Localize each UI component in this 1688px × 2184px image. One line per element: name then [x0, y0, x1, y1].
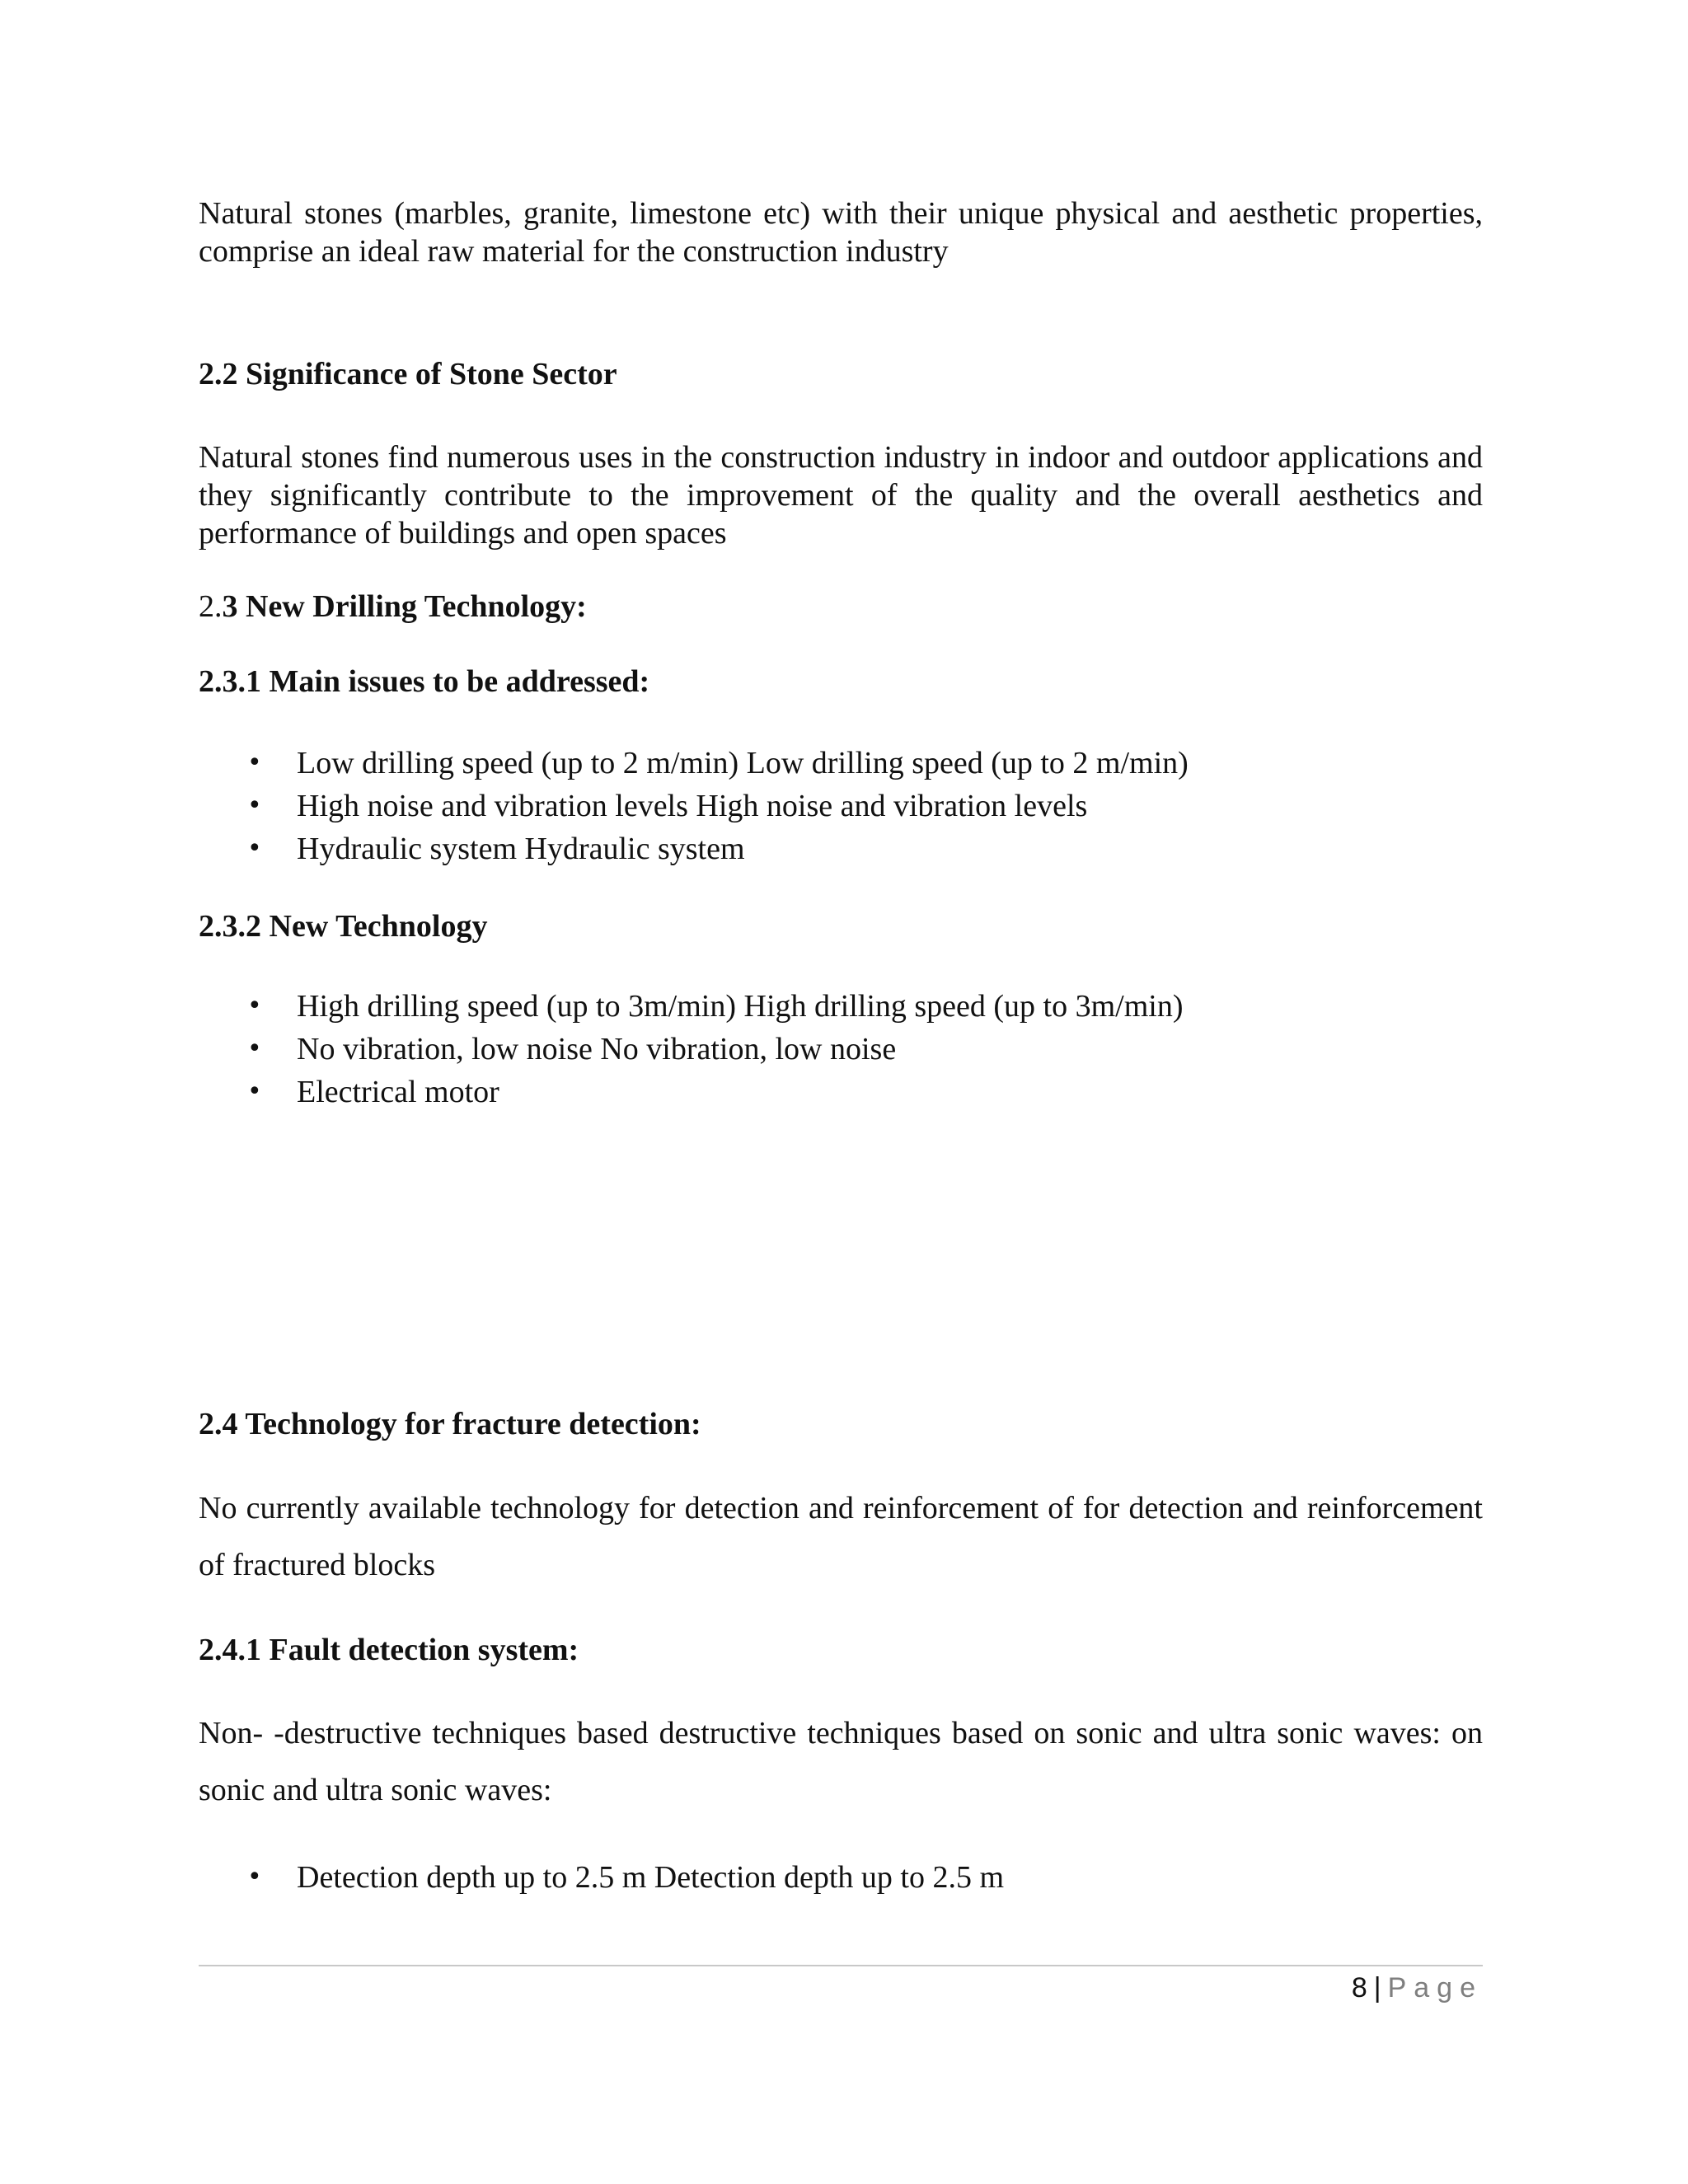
- footer-separator: |: [1373, 1972, 1381, 2004]
- list-item-text: No vibration, low noise No vibration, low noise: [297, 1032, 897, 1066]
- section-heading-2-3: [199, 588, 1483, 626]
- page-label: Page: [1387, 1972, 1483, 2004]
- section-2-2-paragraph: Natural stones find numerous uses in the construction industry in indoor and outdoor applications and they significantly contribute to the improvement of the quality and the overall aesthetics and performance of buildings and open spaces: [199, 440, 1483, 551]
- list-item: [199, 827, 1483, 870]
- list-item: [199, 785, 1483, 827]
- section-2-4-1-paragraph: Non- -destructive techniques based destructive techniques based on sonic and ultra sonic waves: on sonic and ultra sonic waves:: [199, 1716, 1483, 1807]
- section-heading-2-4: 2.4 Technology for fracture detection:: [199, 1407, 701, 1441]
- section-heading-2-2: 2.2 Significance of Stone Sector: [199, 357, 617, 391]
- footer-divider: [199, 1965, 1483, 1966]
- bullet-icon: •: [247, 834, 262, 863]
- section-2-4-paragraph: No currently available technology for detection and reinforcement of for detection and reinforcement of fractured blocks: [199, 1491, 1483, 1582]
- list-item-text: High noise and vibration levels High noise and vibration levels: [297, 789, 1088, 823]
- list-item: [199, 1856, 1483, 1899]
- list-item-text: Low drilling speed (up to 2 m/min) Low drilling speed (up to 2 m/min): [297, 746, 1189, 780]
- list-item: [199, 1071, 1483, 1113]
- list-item-text: Hydraulic system Hydraulic system: [297, 832, 745, 866]
- bullet-icon: •: [247, 991, 262, 1020]
- page-number: 8: [1351, 1972, 1367, 2004]
- list-item-text: Electrical motor: [297, 1075, 499, 1109]
- bullet-icon: •: [247, 1863, 262, 1891]
- section-heading-2-3-1: 2.3.1 Main issues to be addressed:: [199, 664, 650, 699]
- page-footer: [199, 1970, 1483, 2006]
- intro-paragraph: Natural stones (marbles, granite, limestone etc) with their unique physical and aesthetic properties, comprise an ideal raw material for the construction industry: [199, 196, 1483, 269]
- issues-list: [199, 742, 1483, 870]
- list-item-text: Detection depth up to 2.5 m Detection depth up to 2.5 m: [297, 1860, 1005, 1895]
- bullet-icon: •: [247, 1034, 262, 1063]
- bullet-icon: •: [247, 748, 262, 777]
- fault-detection-list: [199, 1856, 1483, 1899]
- bullet-icon: •: [247, 791, 262, 820]
- section-heading-2-4-1: 2.4.1 Fault detection system:: [199, 1633, 579, 1667]
- section-heading-2-3-2: 2.3.2 New Technology: [199, 909, 488, 944]
- list-item: [199, 1028, 1483, 1071]
- new-technology-list: [199, 985, 1483, 1113]
- list-item: [199, 742, 1483, 785]
- section-heading-2-3-prefix: 2.: [199, 589, 223, 624]
- section-heading-2-3-text: 3 New Drilling Technology:: [222, 589, 587, 624]
- bullet-icon: •: [247, 1077, 262, 1106]
- list-item-text: High drilling speed (up to 3m/min) High drilling speed (up to 3m/min): [297, 989, 1184, 1024]
- list-item: [199, 985, 1483, 1028]
